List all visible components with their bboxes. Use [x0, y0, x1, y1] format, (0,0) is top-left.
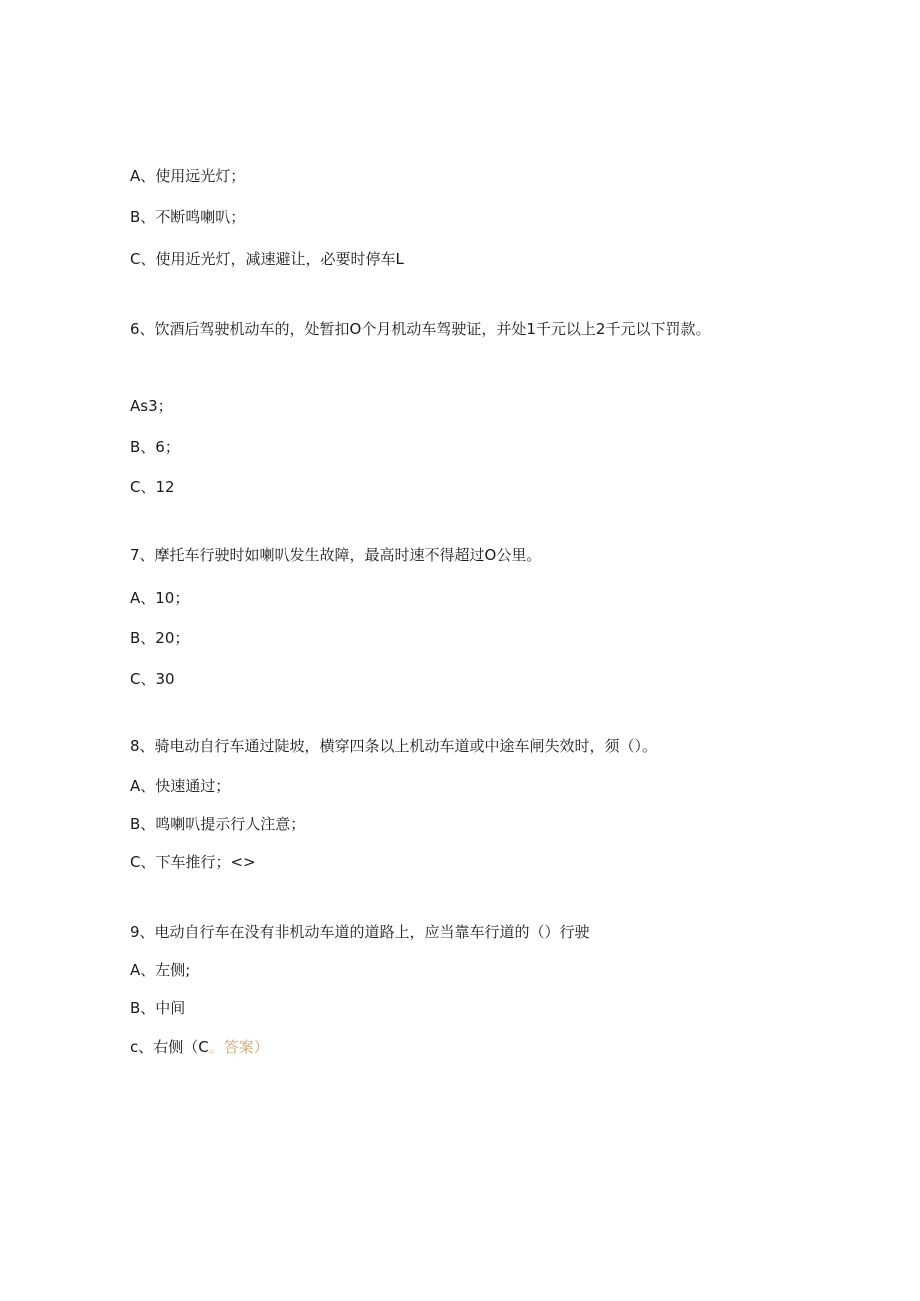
q9-option-a: A、左侧;	[130, 961, 191, 979]
q9-answer-note: 。答案）	[208, 1038, 269, 1056]
q5-option-b: B、不断鸣喇叭；	[130, 208, 246, 226]
q6-option-a: As3；	[130, 397, 173, 415]
q6-option-c: C、12	[130, 478, 175, 496]
q6-option-b: B、6；	[130, 438, 180, 456]
q7-question: 7、摩托车行驶时如喇叭发生故障，最高时速不得超过O公里。	[130, 546, 542, 564]
q9-option-b: B、中间	[130, 999, 186, 1017]
q9-option-c	[130, 1037, 269, 1057]
q7-option-a: A、10；	[130, 589, 190, 607]
q7-option-b: B、20；	[130, 629, 190, 647]
q8-option-c: C、下车推行；<>	[130, 853, 256, 871]
q8-option-a: A、快速通过；	[130, 777, 231, 795]
q8-question: 8、骑电动自行车通过陡坡，横穿四条以上机动车道或中途车闸失效时，须（）。	[130, 737, 658, 755]
q7-option-c: C、30	[130, 670, 175, 688]
q6-question: 6、饮酒后驾驶机动车的，处暂扣O个月机动车驾驶证，并处1千元以上2千元以下罚款。	[130, 320, 711, 338]
q8-option-b: B、鸣喇叭提示行人注意；	[130, 815, 306, 833]
q5-option-c: C、使用近光灯，减速避让，必要时停车L	[130, 250, 404, 268]
q9-option-c-text: c、右侧（C	[130, 1038, 209, 1056]
q9-question: 9、电动自行车在没有非机动车道的道路上，应当靠车行道的（）行驶	[130, 923, 590, 941]
q5-option-a: A、使用远光灯；	[130, 167, 246, 185]
